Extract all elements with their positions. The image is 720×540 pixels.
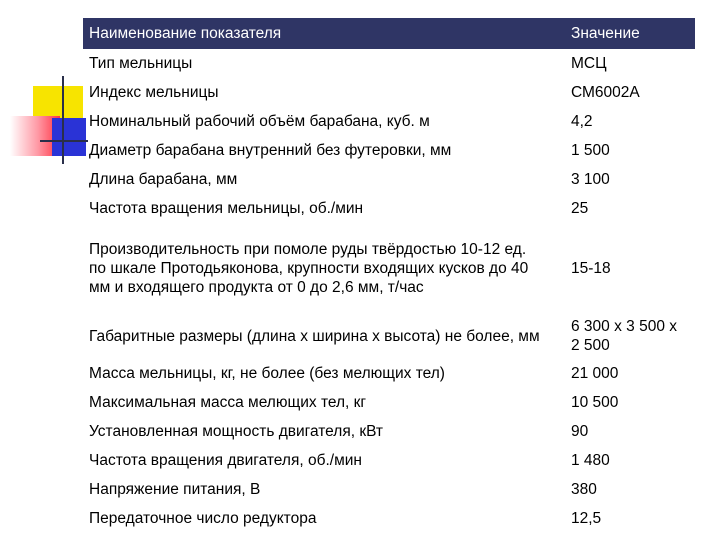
parameter-value: 6 300 х 3 500 х 2 500 [571, 318, 677, 354]
parameter-value: 90 [571, 423, 589, 440]
parameter-name: Габаритные размеры (длина х ширина х высота) не более, мм [89, 327, 540, 345]
table-header-row [83, 18, 695, 49]
parameter-name: Частота вращения мельницы, об./мин [89, 200, 364, 217]
parameter-name: Масса мельницы, кг, не более (без мелющих тел) [89, 365, 445, 382]
table-row [83, 417, 695, 446]
table-row [83, 223, 695, 313]
table-row [83, 165, 695, 194]
parameter-value: 1 480 [571, 452, 610, 469]
table-row [83, 313, 695, 359]
parameter-value: СМ6002А [571, 84, 640, 101]
parameter-value: 25 [571, 200, 589, 217]
parameter-value: 15-18 [571, 259, 611, 277]
parameter-name: Установленная мощность двигателя, кВт [89, 423, 384, 440]
parameter-value: 21 000 [571, 365, 619, 382]
parameter-value: 1 500 [571, 142, 610, 159]
parameter-value: 12,5 [571, 510, 602, 527]
parameter-value: 3 100 [571, 171, 610, 188]
parameter-name: Частота вращения двигателя, об./мин [89, 452, 362, 469]
parameter-name: Напряжение питания, В [89, 481, 261, 498]
decor-vertical-line [62, 76, 64, 164]
parameter-name: Номинальный рабочий объём барабана, куб. м [89, 113, 430, 130]
table-row [83, 504, 695, 533]
table-row [83, 136, 695, 165]
table-row [83, 49, 695, 78]
table-row [83, 194, 695, 223]
decor-blue-square [52, 118, 86, 156]
table-row [83, 388, 695, 417]
column-header-parameter: Наименование показателя [83, 18, 565, 49]
parameter-value: 10 500 [571, 394, 619, 411]
table-row [83, 78, 695, 107]
parameter-name: Тип мельницы [89, 55, 193, 72]
parameter-name: Индекс мельницы [89, 84, 219, 101]
parameter-value: 380 [571, 481, 597, 498]
parameter-name: Длина барабана, мм [89, 171, 238, 188]
table-row [83, 475, 695, 504]
parameter-value: 4,2 [571, 113, 593, 130]
parameter-name: Диаметр барабана внутренний без футеровки, мм [89, 142, 452, 159]
parameter-name: Максимальная масса мелющих тел, кг [89, 394, 367, 411]
spec-table [83, 18, 695, 533]
parameter-value: МСЦ [571, 55, 607, 72]
table-row [83, 359, 695, 388]
column-header-value: Значение [565, 18, 695, 49]
table-row [83, 107, 695, 136]
decor-horizontal-line [40, 140, 88, 142]
table-row [83, 446, 695, 475]
parameter-name: Производительность при помоле руды твёрдостью 10-12 ед. по шкале Протодьяконова, крупности входящих кусков до 40 мм и входящего продукта от 0 до 2,6 мм, т/час [89, 240, 529, 296]
parameter-name: Передаточное число редуктора [89, 510, 317, 527]
